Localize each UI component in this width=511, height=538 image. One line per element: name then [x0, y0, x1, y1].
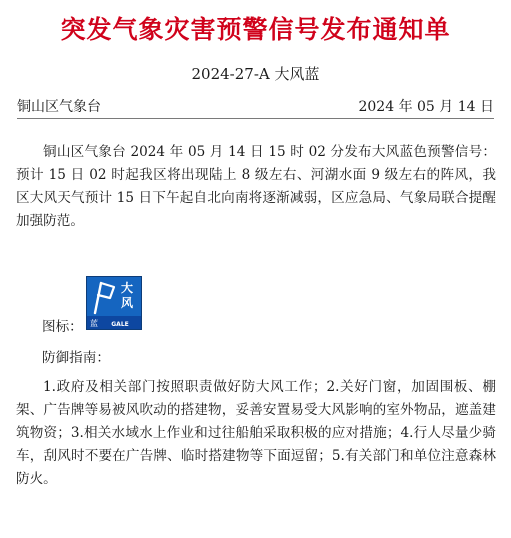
page-title: 突发气象灾害预警信号发布通知单 [60, 15, 451, 44]
icon-text-main-2: 风 [120, 296, 134, 310]
document-number: 2024-27-A 大风蓝 [191, 65, 320, 83]
wind-flag-icon [95, 283, 114, 313]
icon-text-en: GALE [111, 321, 129, 328]
icon-label: 图标： [42, 319, 83, 335]
guide-paragraph: 1.政府及相关部门按照职责做好防大风工作；2.关好门窗，加固围板、棚架、广告牌等易被风吹动的搭建物，妥善安置易受大风影响的室外物品，遮盖建筑物资；3.相关水域水上作业和过往船舶采取积极的应对措施；4.行人尽量少骑车，刮风时不要在广告牌、临时搭建物等下面逗留；5.有关部门和单位注意森林防火。 [16, 379, 496, 487]
guide-title: 防御指南： [42, 350, 110, 366]
issuer-name: 铜山区气象台 [17, 99, 101, 115]
issuer-date-row [17, 96, 494, 116]
issue-date: 2024 年 05 月 14 日 [358, 99, 494, 115]
notice-paragraph: 铜山区气象台 2024 年 05 月 14 日 15 时 02 分发布大风蓝色预警信号：预计 15 日 02 时起我区将出现陆上 8 级左右、河湖水面 9 级左右的阵风，我区大风天气预计 15 日下午起自北向南将逐渐减弱，区应急局、气象局联合提醒加强防范。 [16, 144, 496, 229]
wind-blue-warning-icon [86, 276, 142, 330]
icon-text-level: 蓝 [90, 319, 98, 328]
icon-text-main-1: 大 [120, 281, 134, 295]
header-divider [17, 118, 494, 119]
